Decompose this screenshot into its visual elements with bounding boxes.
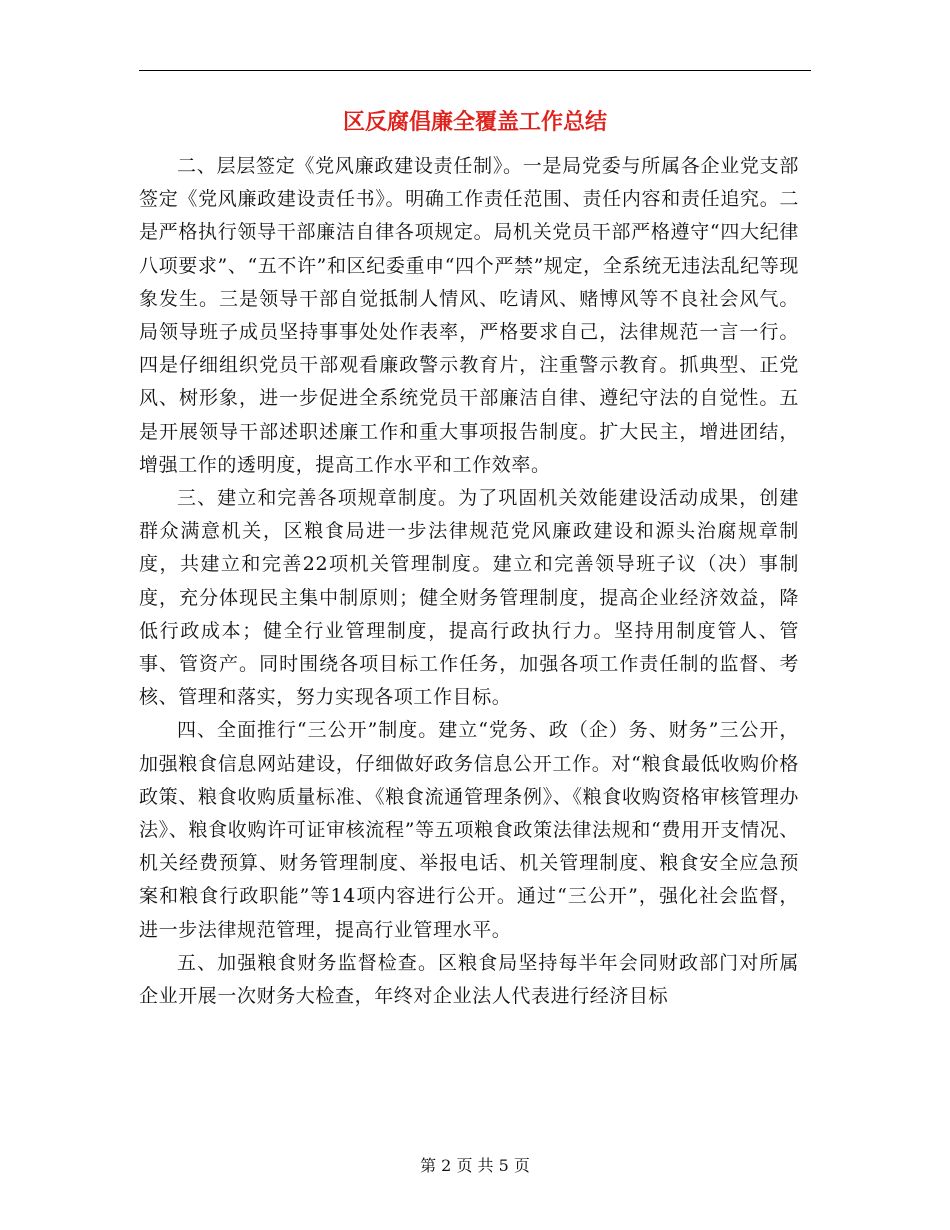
paragraph-responsibility-system: 二、层层签定《党风廉政建设责任制》。一是局党委与所属各企业党支部签定《党风廉政建设责任书》。明确工作责任范围、责任内容和责任追究。二是严格执行领导干部廉洁自律各项规定。局机关党员干部严格遵守“四大纪律八项要求”、“五不许”和区纪委重申“四个严禁”规定，全系统无违法乱纪等现象发生。三是领导干部自觉抵制人情风、吃请风、赌博风等不良社会风气。局领导班子成员坚持事事处处作表率，严格要求自己，法律规范一言一行。四是仔细组织党员干部观看廉政警示教育片，注重警示教育。抓典型、正党风、树形象，进一步促进全系统党员干部廉洁自律、遵纪守法的自觉性。五是开展领导干部述职述廉工作和重大事项报告制度。扩大民主，增进团结，增强工作的透明度，提高工作水平和工作效率。 [139, 155, 799, 476]
page-middle: 页 共 [456, 1156, 494, 1175]
paragraph-three-disclosures: 四、全面推行“三公开”制度。建立“党务、政（企）务、财务”三公开，加强粮食信息网站建设，仔细做好政务信息公开工作。对“粮食最低收购价格政策、粮食收购质量标准、《粮食流通管理条例》、《粮食收购资格审核管理办法》、粮食收购许可证审核流程”等五项粮食政策法律法规和“费用开支情况、机关经费预算、财务管理制度、举报电话、机关管理制度、粮食安全应急预案和粮食行政职能”等14项内容进行公开。通过“三公开”，强化社会监督，进一步法律规范管理，提高行业管理水平。 [139, 719, 799, 941]
paragraph-rules-and-regulations: 三、建立和完善各项规章制度。为了巩固机关效能建设活动成果，创建群众满意机关，区粮食局进一步法律规范党风廉政建设和源头治腐规章制度，共建立和完善22项机关管理制度。建立和完善领导班子议（决）事制度，充分体现民主集中制原则；健全财务管理制度，提高企业经济效益，降低行政成本；健全行业管理制度，提高行政执行力。坚持用制度管人、管事、管资产。同时围绕各项目标工作任务，加强各项工作责任制的监督、考核、管理和落实，努力实现各项工作目标。 [139, 487, 799, 709]
page-prefix: 第 [420, 1156, 437, 1175]
document-title: 区反腐倡廉全覆盖工作总结 [342, 110, 607, 135]
current-page-number: 2 [441, 1156, 452, 1175]
page-suffix: 页 [513, 1156, 530, 1175]
document-body [139, 150, 799, 1013]
total-pages-number: 5 [498, 1156, 509, 1175]
header-rule [139, 70, 811, 71]
paragraph-financial-supervision: 五、加强粮食财务监督检查。区粮食局坚持每半年会同财政部门对所属企业开展一次财务大检查，年终对企业法人代表进行经济目标 [139, 951, 799, 1008]
page-footer [0, 1154, 950, 1178]
